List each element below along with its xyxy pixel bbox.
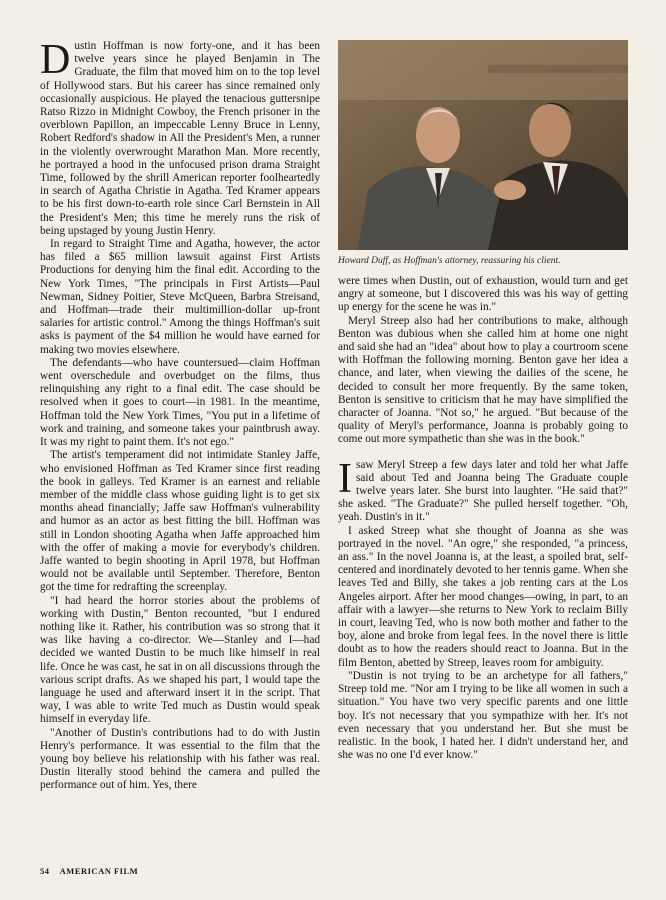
- paragraph: I asked Streep what she thought of Joanna as she was portrayed in the novel. "An ogre," she responded, "a princess, an ass." In the novel Joanna is, at the least, a spoiled brat, self-centered and inordinately devoted to her tennis game. When she leaves Ted and Billy, she takes a job renting cars at the Los Angeles airport. After her mood changes—owing, in part, to an affair with a lawyer—she returns to New York to reclaim Billy in court, leaving Ted, who is now both mother and father to the boy, alone and broke from legal fees. In the novel there is little doubt as to how the readers should react to Joanna. But in the film Benton, abetted by Streep, leaves room for ambiguity.: [338, 524, 628, 669]
- paragraph: "Another of Dustin's contributions had to do with Justin Henry's performance. It was essential to the film that the young boy believe his relationship with his father was real. Dustin literally stood behind the camera and pulled the performance out of him. Yes, there: [40, 726, 320, 792]
- section-opening-paragraph: Isaw Meryl Streep a few days later and told her what Jaffe said about Ted and Joanna being The Graduate couple twelve years later. She burst into laughter. "He said that?" she asked. "The Graduate?" She pulled herself together. "Oh, yeah. Dustin's in it.": [338, 455, 628, 524]
- paragraph: The defendants—who have countersued—claim Hoffman went overschedule and overbudget on the films, thus relinquishing any right to a final edit. The case should be resolved when it goes to court—in 1981. In the meantime, Hoffman told the New York Times, "You put in a lifetime of work and training, and someone takes your paintbrush away. It was my right to paint them. It's not ego.": [40, 356, 320, 449]
- drop-cap: D: [40, 37, 71, 83]
- publication-name: AMERICAN FILM: [59, 866, 139, 876]
- paragraph: Meryl Streep also had her contributions to make, although Benton was dubious when she called him at home one night and said she had an "idea" about how to play a courtroom scene with Hoffman the following morning. Benton gave her idea a chance, and later, when viewing the dailies of the scene, he decided to consult her more frequently. By the same token, Benton is sensitive to criticism that he may have simplified the character of Joanna. "Not so," he argued. "But because of the quality of Meryl's performance, Joanna is probably going to come out more sympathetic than she was in the book.": [338, 314, 628, 446]
- left-column: [40, 37, 320, 793]
- paragraph: were times when Dustin, out of exhaustion, would turn and get angry at someone, but I discovered this was his way of getting up energy for the scene he was in.": [338, 275, 628, 314]
- paragraph: "I had heard the horror stories about the problems of working with Dustin," Benton recounted, "but I endured nothing like it. Rather, his contribution was so strong that it was like having a co-director. We—Stanley and I—had decided we wanted Dustin to be much like himself in real life. Once he was cast, he sat in on all discussions through the various script drafts. As we shaped his part, I would tape the language he used and afterward insert it in the script. That way, I was able to write Ted much as Dustin would speak himself in everyday life.: [40, 594, 320, 726]
- drop-cap: I: [338, 455, 352, 502]
- page-number: 54: [40, 866, 50, 876]
- right-column: [338, 275, 628, 762]
- paragraph: In regard to Straight Time and Agatha, however, the actor has filed a $65 million lawsuit against First Artists Productions for denying him the final edit. According to the New York Times, "The principals in First Artists—Paul Newman, Sidney Poitier, Steve McQueen, Barbra Streisand, and Hoffman—trade their multimillion-dollar up-front salaries for artistic control." Among the things Hoffman's suit asks is payment of the $4 million he would have earned for making two movies elsewhere.: [40, 238, 320, 356]
- photo-illustration: [338, 40, 628, 250]
- opening-paragraph: Dustin Hoffman is now forty-one, and it has been twelve years since he played Benjamin in The Graduate, the film that moved him on to the top level of Hollywood stars. But his career has since remained only occasionally auspicious. He played the tenacious guttersnipe Ratso Rizzo in Midnight Cowboy, the French prisoner in the overblown Papillon, an impeccable Lenny Bruce in Lenny, Robert Redford's shadow in All the President's Men, a runner in the violently overwrought Marathon Man. More recently, he portrayed a hood in the unfocused prison drama Straight Time, followed by the shrill American reporter foolheartedly in search of Agatha Christie in Agatha. Ted Kramer appears to be his first down-to-earth role since Carl Bernstein in All the President's Men; this time he merely runs the risk of being upstaged by young Justin Henry.: [40, 37, 320, 237]
- page-footer: [40, 866, 146, 876]
- film-still-photo: [338, 40, 628, 250]
- paragraph: The artist's temperament did not intimidate Stanley Jaffe, who envisioned Hoffman as Ted Kramer since first reading the book in galleys. Ted Kramer is an earnest and reliable member of the middle class whose guiding light is to get six months ahead financially; Jaffe saw Hoffman's vulnerability and humor as an actor as best fitting the bill. Hoffman was still in London shooting Agatha when Jaffe approached him with the offer of making a movie for everybody's children. Jaffe wanted to begin shooting in April 1978, but Hoffman would not be available until September. Therefore, Benton got the time for redrafting the screenplay.: [40, 449, 320, 594]
- photo-caption: Howard Duff, as Hoffman's attorney, reassuring his client.: [338, 256, 561, 266]
- paragraph: "Dustin is not trying to be an archetype for all fathers," Streep told me. "Nor am I trying to be like all women in such a situation." You have two very specific parents and one little boy. It's not necessary that you sympathize with her. It's not even necessary that you understand her. But she must be realistic. In the book, I hated her. I didn't understand her, and she was no one I'd ever know.": [338, 669, 628, 762]
